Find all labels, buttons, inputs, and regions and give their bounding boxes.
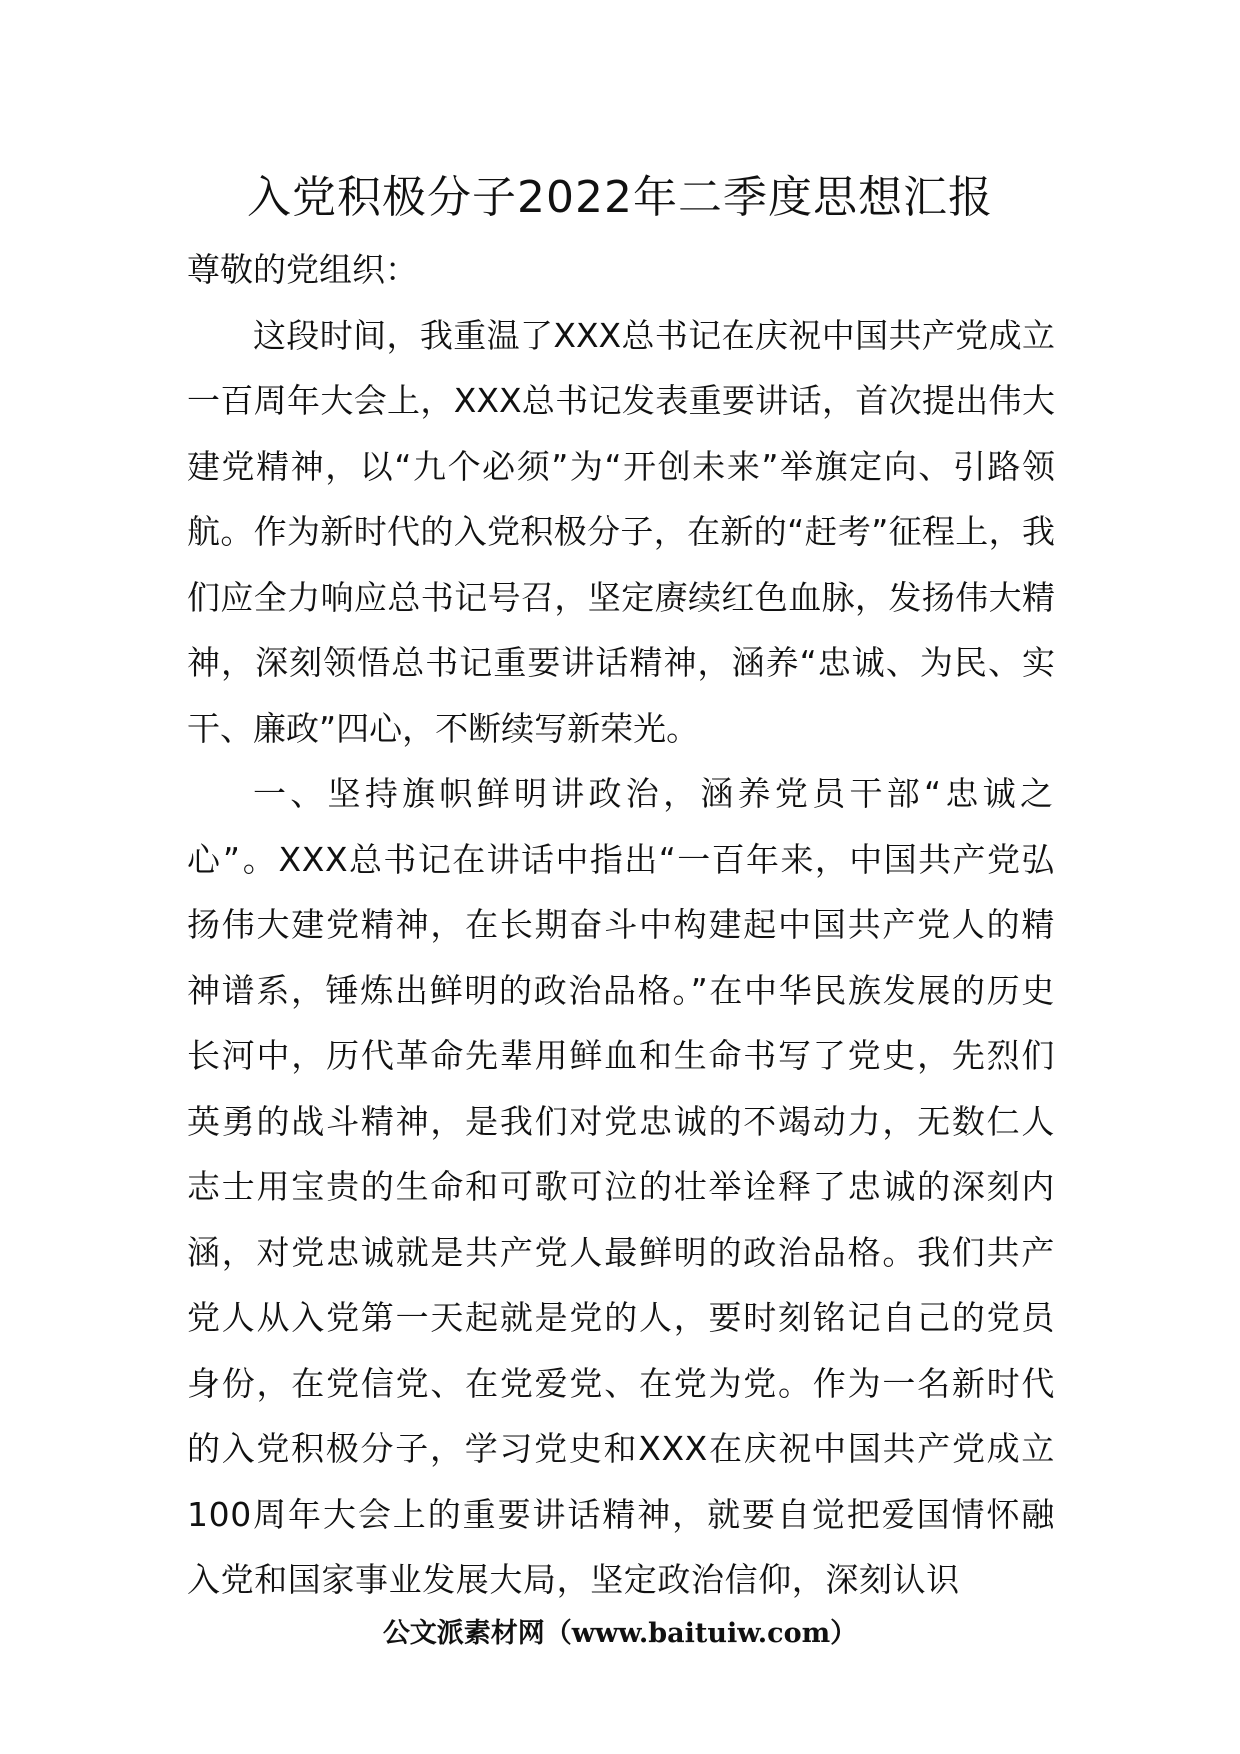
document-body (187, 237, 1055, 1613)
intro-paragraph: 这段时间，我重温了XXX总书记在庆祝中国共产党成立一百周年大会上，XXX总书记发表重要讲话，首次提出伟大建党精神，以“九个必须”为“开创未来”举旗定向、引路领航。作为新时代的入党积极分子，在新的“赶考”征程上，我们应全力响应总书记号召，坚定赓续红色血脉，发扬伟大精神，深刻领悟总书记重要讲话精神，涵养“忠诚、为民、实干、廉政”四心，不断续写新荣光。 (187, 315, 1055, 748)
footer-watermark: 公文派素材网（www.baituiw.com） (382, 1618, 858, 1649)
section-one-text: XXX总书记在讲话中指出“一百年来，中国共产党弘扬伟大建党精神，在长期奋斗中构建起中国共产党人的精神谱系，锤炼出鲜明的政治品格。”在中华民族发展的历史长河中，历代革命先辈用鲜血和生命书写了党史，先烈们英勇的战斗精神，是我们对党忠诚的不竭动力，无数仁人志士用宝贵的生命和可歌可泣的壮举诠释了忠诚的深刻内涵，对党忠诚就是共产党人最鲜明的政治品格。我们共产党人从入党第一天起就是党的人，要时刻铭记自己的党员身份，在党信党、在党爱党、在党为党。作为一名新时代的入党积极分子，学习党史和XXX在庆祝中国共产党成立100周年大会上的重要讲话精神，就要自觉把爱国情怀融入党和国家事业发展大局，坚定政治信仰，深刻认识 (187, 839, 1055, 1599)
section-one-heading: 一、坚持旗帜鲜明讲政治，涵养党员干部“忠诚之心”。 (187, 774, 1055, 879)
document-title: 入党积极分子2022年二季度思想汇报 (247, 172, 993, 223)
section-one-paragraph (187, 761, 1055, 1613)
salutation: 尊敬的党组织： (187, 250, 418, 289)
